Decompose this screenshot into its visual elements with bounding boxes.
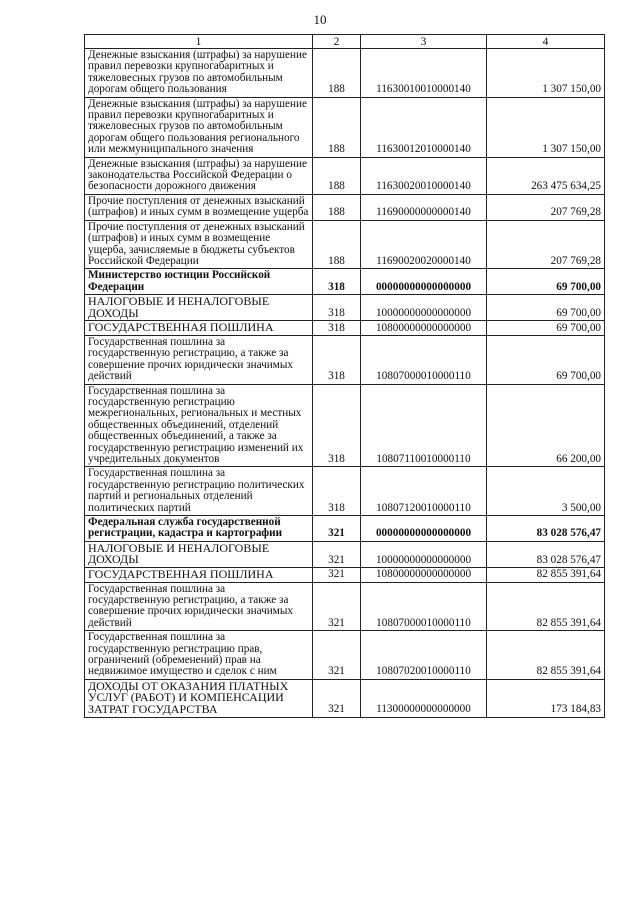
table-row	[85, 157, 605, 194]
row-kbk-code: 10807020010000110	[361, 631, 487, 680]
row-amount: 207 769,28	[487, 220, 605, 269]
row-name: НАЛОГОВЫЕ И НЕНАЛОГОВЫЕ ДОХОДЫ	[85, 541, 313, 567]
table-row	[85, 269, 605, 295]
table-row	[85, 541, 605, 567]
row-admin-code: 318	[313, 321, 361, 336]
table-row	[85, 194, 605, 220]
row-amount: 207 769,28	[487, 194, 605, 220]
row-amount: 83 028 576,47	[487, 541, 605, 567]
header-col-2: 2	[313, 35, 361, 49]
table-row	[85, 335, 605, 384]
row-admin-code: 188	[313, 49, 361, 98]
row-kbk-code: 11630012010000140	[361, 97, 487, 157]
page-number: 10	[313, 12, 327, 27]
row-admin-code: 321	[313, 516, 361, 542]
row-amount: 69 700,00	[487, 335, 605, 384]
row-admin-code: 318	[313, 384, 361, 467]
row-name: Министерство юстиции Российской Федерации	[85, 269, 313, 295]
row-name: Прочие поступления от денежных взысканий (штрафов) и иных сумм в возмещение ущерба, зачисляемые в бюджеты субъектов Российской Федерации	[85, 220, 313, 269]
row-amount: 1 307 150,00	[487, 97, 605, 157]
table-header-row	[85, 35, 605, 49]
table-row	[85, 384, 605, 467]
row-amount: 69 700,00	[487, 295, 605, 321]
header-col-3: 3	[361, 35, 487, 49]
row-admin-code: 188	[313, 157, 361, 194]
row-name: Государственная пошлина за государственную регистрацию прав, ограничений (обременений) прав на недвижимое имущество и сделок с ним	[85, 631, 313, 680]
row-kbk-code: 10807000010000110	[361, 582, 487, 631]
row-admin-code: 188	[313, 220, 361, 269]
row-amount: 263 475 634,25	[487, 157, 605, 194]
row-amount: 82 855 391,64	[487, 568, 605, 583]
row-name: Денежные взыскания (штрафы) за нарушение правил перевозки крупногабаритных и тяжеловесных грузов по автомобильным дорогам общего пользования	[85, 49, 313, 98]
row-name: Государственная пошлина за государственную регистрацию межрегиональных, региональных и местных общественных объединений, отделений общественных объединений, а также за государственную регистрацию изменений их учредительных документов	[85, 384, 313, 467]
row-kbk-code: 10000000000000000	[361, 295, 487, 321]
row-name: Государственная пошлина за государственную регистрацию, а также за совершение прочих юридически значимых действий	[85, 335, 313, 384]
row-kbk-code: 11690020020000140	[361, 220, 487, 269]
row-amount: 173 184,83	[487, 679, 605, 717]
table-row	[85, 516, 605, 542]
row-name: Денежные взыскания (штрафы) за нарушение правил перевозки крупногабаритных и тяжеловесных грузов по автомобильным дорогам общего пользования регионального или межмуниципального значения	[85, 97, 313, 157]
row-amount: 83 028 576,47	[487, 516, 605, 542]
row-admin-code: 188	[313, 194, 361, 220]
row-amount: 82 855 391,64	[487, 582, 605, 631]
row-name: ГОСУДАРСТВЕННАЯ ПОШЛИНА	[85, 568, 313, 583]
row-admin-code: 321	[313, 679, 361, 717]
row-name: Федеральная служба государственной регистрации, кадастра и картографии	[85, 516, 313, 542]
row-admin-code: 318	[313, 467, 361, 516]
row-name: Прочие поступления от денежных взысканий (штрафов) и иных сумм в возмещение ущерба	[85, 194, 313, 220]
row-amount: 3 500,00	[487, 467, 605, 516]
row-admin-code: 318	[313, 335, 361, 384]
table-row	[85, 679, 605, 717]
row-admin-code: 321	[313, 582, 361, 631]
row-kbk-code: 00000000000000000	[361, 516, 487, 542]
row-name: Государственная пошлина за государственную регистрацию, а также за совершение прочих юридически значимых действий	[85, 582, 313, 631]
row-admin-code: 321	[313, 541, 361, 567]
row-name: ГОСУДАРСТВЕННАЯ ПОШЛИНА	[85, 321, 313, 336]
row-amount: 1 307 150,00	[487, 49, 605, 98]
table-row	[85, 97, 605, 157]
row-amount: 69 700,00	[487, 321, 605, 336]
table-row	[85, 631, 605, 680]
row-kbk-code: 10800000000000000	[361, 321, 487, 336]
row-name: ДОХОДЫ ОТ ОКАЗАНИЯ ПЛАТНЫХ УСЛУГ (РАБОТ) И КОМПЕНСАЦИИ ЗАТРАТ ГОСУДАРСТВА	[85, 679, 313, 717]
row-name: НАЛОГОВЫЕ И НЕНАЛОГОВЫЕ ДОХОДЫ	[85, 295, 313, 321]
table-row	[85, 220, 605, 269]
table-row	[85, 321, 605, 336]
revenue-table	[84, 34, 605, 718]
row-kbk-code: 10807120010000110	[361, 467, 487, 516]
row-kbk-code: 11630020010000140	[361, 157, 487, 194]
row-admin-code: 321	[313, 568, 361, 583]
row-admin-code: 321	[313, 631, 361, 680]
table-row	[85, 295, 605, 321]
row-kbk-code: 11690000000000140	[361, 194, 487, 220]
table-row	[85, 568, 605, 583]
header-col-4: 4	[487, 35, 605, 49]
row-kbk-code: 00000000000000000	[361, 269, 487, 295]
table-row	[85, 49, 605, 98]
row-amount: 82 855 391,64	[487, 631, 605, 680]
row-kbk-code: 10800000000000000	[361, 568, 487, 583]
row-admin-code: 318	[313, 269, 361, 295]
row-name: Денежные взыскания (штрафы) за нарушение законодательства Российской Федерации о безопасности дорожного движения	[85, 157, 313, 194]
row-amount: 66 200,00	[487, 384, 605, 467]
table-row	[85, 467, 605, 516]
row-kbk-code: 11300000000000000	[361, 679, 487, 717]
row-name: Государственная пошлина за государственную регистрацию политических партий и региональных отделений политических партий	[85, 467, 313, 516]
row-admin-code: 188	[313, 97, 361, 157]
row-kbk-code: 10000000000000000	[361, 541, 487, 567]
row-kbk-code: 10807000010000110	[361, 335, 487, 384]
row-kbk-code: 10807110010000110	[361, 384, 487, 467]
table-row	[85, 582, 605, 631]
row-kbk-code: 11630010010000140	[361, 49, 487, 98]
row-admin-code: 318	[313, 295, 361, 321]
row-amount: 69 700,00	[487, 269, 605, 295]
header-col-1: 1	[85, 35, 313, 49]
